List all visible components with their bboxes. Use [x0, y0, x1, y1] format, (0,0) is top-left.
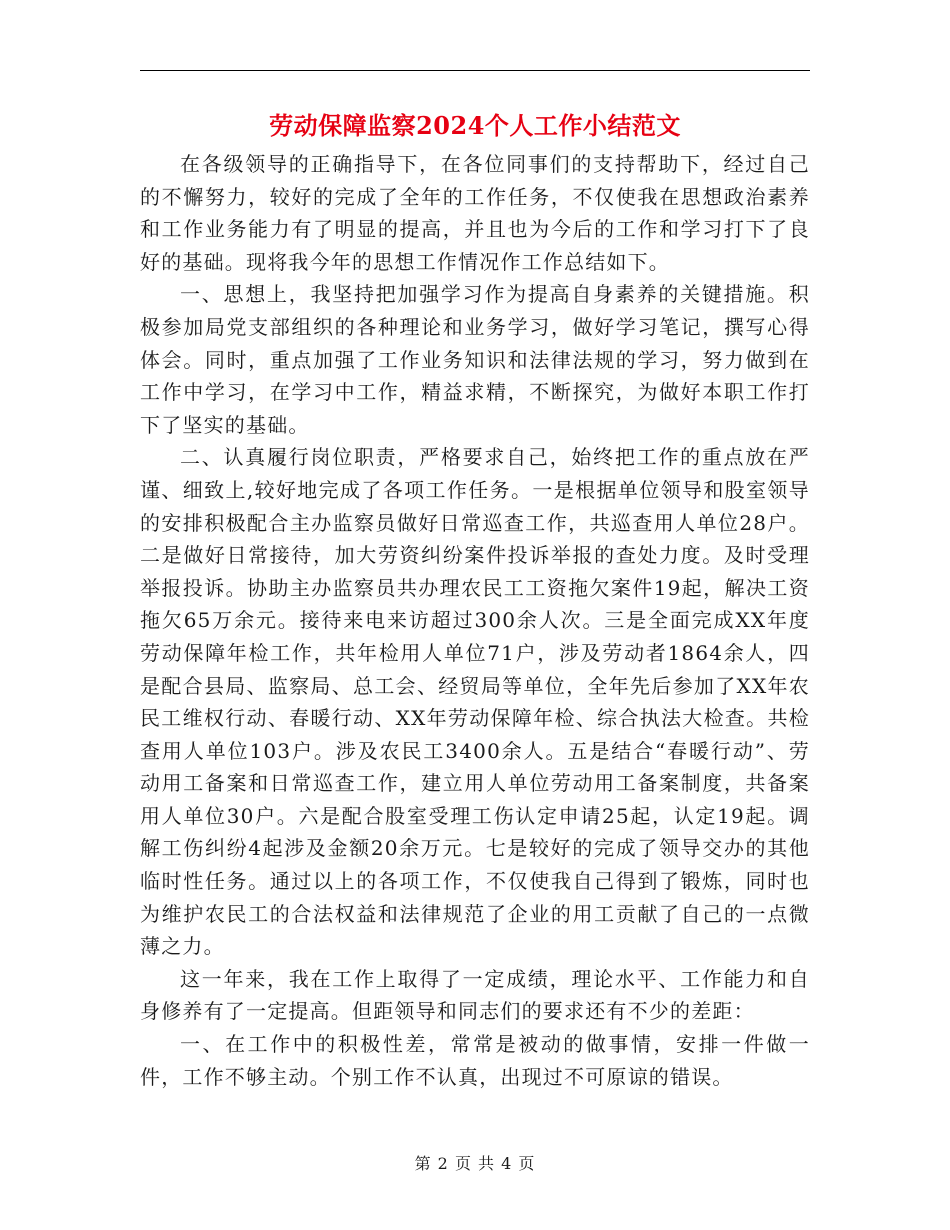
document-body	[140, 148, 810, 1093]
paragraph-intro: 在各级领导的正确指导下，在各位同事们的支持帮助下，经过自己的不懈努力，较好的完成了全年的工作任务，不仅使我在思想政治素养和工作业务能力有了明显的提高，并且也为今后的工作和学习打下了良好的基础。现将我今年的思想工作情况作工作总结如下。	[140, 152, 810, 274]
page-footer: 第 2 页 共 4 页	[414, 1154, 536, 1173]
paragraph-thought: 一、思想上，我坚持把加强学习作为提高自身素养的关键措施。积极参加局党支部组织的各种理论和业务学习，做好学习笔记，撰写心得体会。同时，重点加强了工作业务知识和法律法规的学习，努力做到在工作中学习，在学习中工作，精益求精，不断探究，为做好本职工作打下了坚实的基础。	[140, 282, 810, 437]
document-title: 劳动保障监察2024个人工作小结范文	[269, 111, 681, 140]
paragraph-summary: 这一年来，我在工作上取得了一定成绩，理论水平、工作能力和自身修养有了一定提高。但距领导和同志们的要求还有不少的差距：	[140, 966, 810, 1024]
paragraph-duties: 二、认真履行岗位职责，严格要求自己，始终把工作的重点放在严谨、细致上,较好地完成了各项工作任务。一是根据单位领导和股室领导的安排积极配合主办监察员做好日常巡查工作，共巡查用人单位28户。二是做好日常接待，加大劳资纠纷案件投诉举报的查处力度。及时受理举报投诉。协助主办监察员共办理农民工工资拖欠案件19起，解决工资拖欠65万余元。接待来电来访超过300余人次。三是全面完成XX年度劳动保障年检工作，共年检用人单位71户，涉及劳动者1864余人，四是配合县局、监察局、总工会、经贸局等单位，全年先后参加了XX年农民工维权行动、春暖行动、XX年劳动保障年检、综合执法大检查。共检查用人单位103户。涉及农民工3400余人。五是结合“春暖行动”、劳动用工备案和日常巡查工作，建立用人单位劳动用工备案制度，共备案用人单位30户。六是配合股室受理工伤认定申请25起，认定19起。调解工伤纠纷4起涉及金额20余万元。七是较好的完成了领导交办的其他临时性任务。通过以上的各项工作，不仅使我自己得到了锻炼，同时也为维护农民工的合法权益和法律规范了企业的用工贡献了自己的一点微薄之力。	[140, 445, 810, 959]
header-rule	[140, 70, 810, 71]
paragraph-shortcoming: 一、在工作中的积极性差，常常是被动的做事情，安排一件做一件，工作不够主动。个别工作不认真，出现过不可原谅的错误。	[140, 1032, 810, 1089]
